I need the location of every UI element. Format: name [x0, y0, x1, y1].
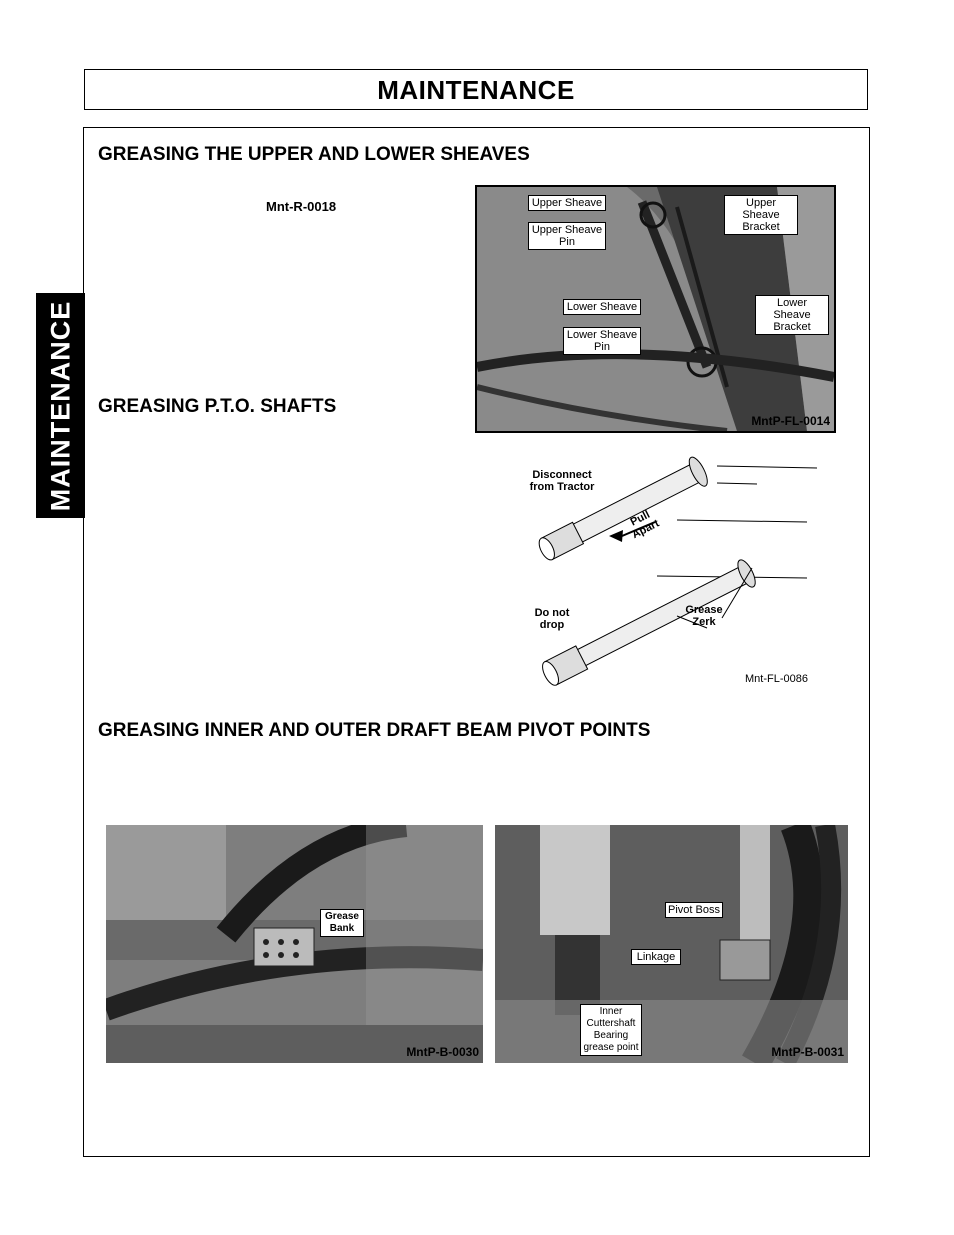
header-box — [84, 69, 868, 110]
section-title-sheaves: GREASING THE UPPER AND LOWER SHEAVES — [98, 144, 530, 165]
side-tab — [36, 293, 85, 518]
callout-lower-sheave-bracket: Lower Sheave Bracket — [755, 295, 829, 335]
figure-ref-sheaves: MntP-FL-0014 — [751, 414, 830, 428]
page-title: MAINTENANCE — [377, 75, 575, 105]
callout-inner-cuttershaft: Inner Cuttershaft Bearing grease point — [580, 1004, 642, 1056]
label-disconnect: Disconnect from Tractor — [529, 469, 595, 493]
callout-upper-sheave-pin: Upper Sheave Pin — [528, 222, 606, 250]
callout-grease-bank: Grease Bank — [320, 909, 364, 937]
label-grease-zerk: Grease Zerk — [685, 604, 723, 628]
figure-ref-grease-bank: MntP-B-0030 — [406, 1045, 479, 1059]
callout-linkage: Linkage — [631, 949, 681, 965]
figure-ref-pto: Mnt-FL-0086 — [745, 673, 808, 685]
pto-diagram — [527, 438, 817, 688]
sheaves-photo — [475, 185, 836, 433]
section-title-pto: GREASING P.T.O. SHAFTS — [98, 396, 337, 417]
pivot-illustration — [495, 825, 848, 1063]
callout-upper-sheave: Upper Sheave — [528, 195, 606, 211]
pivot-photo — [495, 825, 848, 1063]
side-tab-label: MAINTENANCE — [45, 300, 75, 511]
label-pull-apart: Pull Apart — [628, 508, 662, 542]
label-do-not-drop: Do not drop — [534, 607, 570, 631]
section-title-draft-beam: GREASING INNER AND OUTER DRAFT BEAM PIVOT POINTS — [98, 720, 651, 741]
grease-bank-illustration — [106, 825, 483, 1063]
grease-bank-photo — [106, 825, 483, 1063]
callout-pivot-boss: Pivot Boss — [665, 902, 723, 918]
figure-ref-pivot: MntP-B-0031 — [771, 1045, 844, 1059]
callout-lower-sheave: Lower Sheave — [563, 299, 641, 315]
section-ref-sheaves: Mnt-R-0018 — [266, 199, 337, 214]
callout-lower-sheave-pin: Lower Sheave Pin — [563, 327, 641, 355]
callout-upper-sheave-bracket: Upper Sheave Bracket — [724, 195, 798, 235]
